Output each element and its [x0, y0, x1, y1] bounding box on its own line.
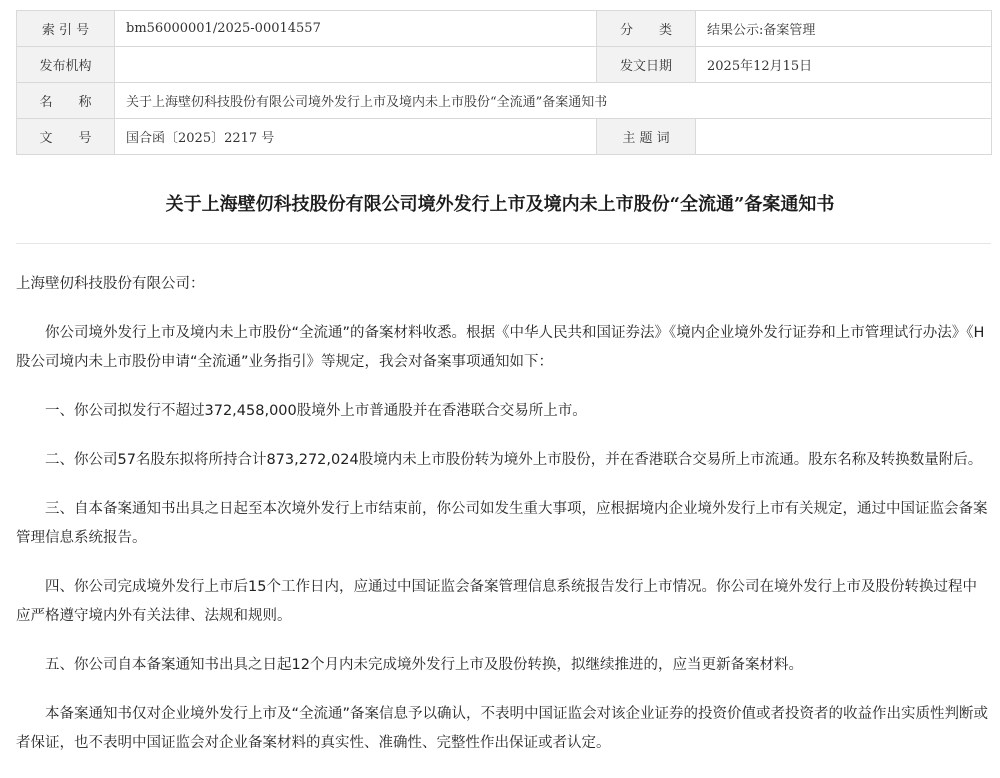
- index-number-value: bm56000001/2025-00014557: [115, 11, 597, 47]
- category-value: 结果公示:备案管理: [696, 11, 992, 47]
- metadata-row-docno: [17, 119, 992, 155]
- index-number-label: 索 引 号: [17, 11, 115, 47]
- item-5-paragraph: 五、你公司自本备案通知书出具之日起12个月内未完成境外发行上市及股份转换，拟继续推进的，应当更新备案材料。: [45, 657, 803, 673]
- name-label: 名 称: [17, 83, 115, 119]
- item-3-paragraph: 三、自本备案通知书出具之日起至本次境外发行上市结束前，你公司如发生重大事项，应根据境内企业境外发行上市有关规定，通过中国证监会备案管理信息系统报告。: [16, 501, 988, 546]
- title-divider: [16, 243, 991, 244]
- metadata-row-name: [17, 83, 992, 119]
- item-4-paragraph: 四、你公司完成境外发行上市后15个工作日内，应通过中国证监会备案管理信息系统报告发行上市情况。你公司在境外发行上市及股份转换过程中应严格遵守境内外有关法律、法规和规则。: [16, 579, 977, 624]
- issuer-value: [115, 47, 597, 83]
- metadata-row-index: [17, 11, 992, 47]
- document-title: 关于上海壁仞科技股份有限公司境外发行上市及境内未上市股份“全流通”备案通知书: [165, 194, 835, 215]
- item-1-paragraph: 一、你公司拟发行不超过372,458,000股境外上市普通股并在香港联合交易所上市。: [45, 403, 587, 419]
- issue-date-value: 2025年12月15日: [696, 47, 992, 83]
- item-2-paragraph: 二、你公司57名股东拟将所持合计873,272,024股境内未上市股份转为境外上市股份，并在香港联合交易所上市流通。股东名称及转换数量附后。: [45, 452, 983, 468]
- issue-date-label: 发文日期: [597, 47, 696, 83]
- category-label: 分 类: [597, 11, 696, 47]
- disclaimer-paragraph: 本备案通知书仅对企业境外发行上市及“全流通”备案信息予以确认，不表明中国证监会对该企业证券的投资价值或者投资者的收益作出实质性判断或者保证，也不表明中国证监会对企业备案材料的真实性、准确性、完整性作出保证或者认定。: [16, 706, 989, 751]
- metadata-row-issuer: [17, 47, 992, 83]
- document-metadata-table: [16, 10, 992, 155]
- document-number-value: 国合函〔2025〕2217 号: [115, 119, 597, 155]
- issuer-label: 发布机构: [17, 47, 115, 83]
- subject-words-label: 主 题 词: [597, 119, 696, 155]
- document-body: [16, 270, 991, 778]
- document-number-label: 文 号: [17, 119, 115, 155]
- addressee: 上海壁仞科技股份有限公司：: [16, 276, 205, 292]
- intro-paragraph: 你公司境外发行上市及境内未上市股份“全流通”的备案材料收悉。根据《中华人民共和国证券法》《境内企业境外发行证券和上市管理试行办法》《H股公司境内未上市股份申请“全流通”业务指引》等规定，我会对备案事项通知如下：: [16, 325, 985, 370]
- subject-words-value: [696, 119, 992, 155]
- name-value: 关于上海壁仞科技股份有限公司境外发行上市及境内未上市股份“全流通”备案通知书: [115, 83, 992, 119]
